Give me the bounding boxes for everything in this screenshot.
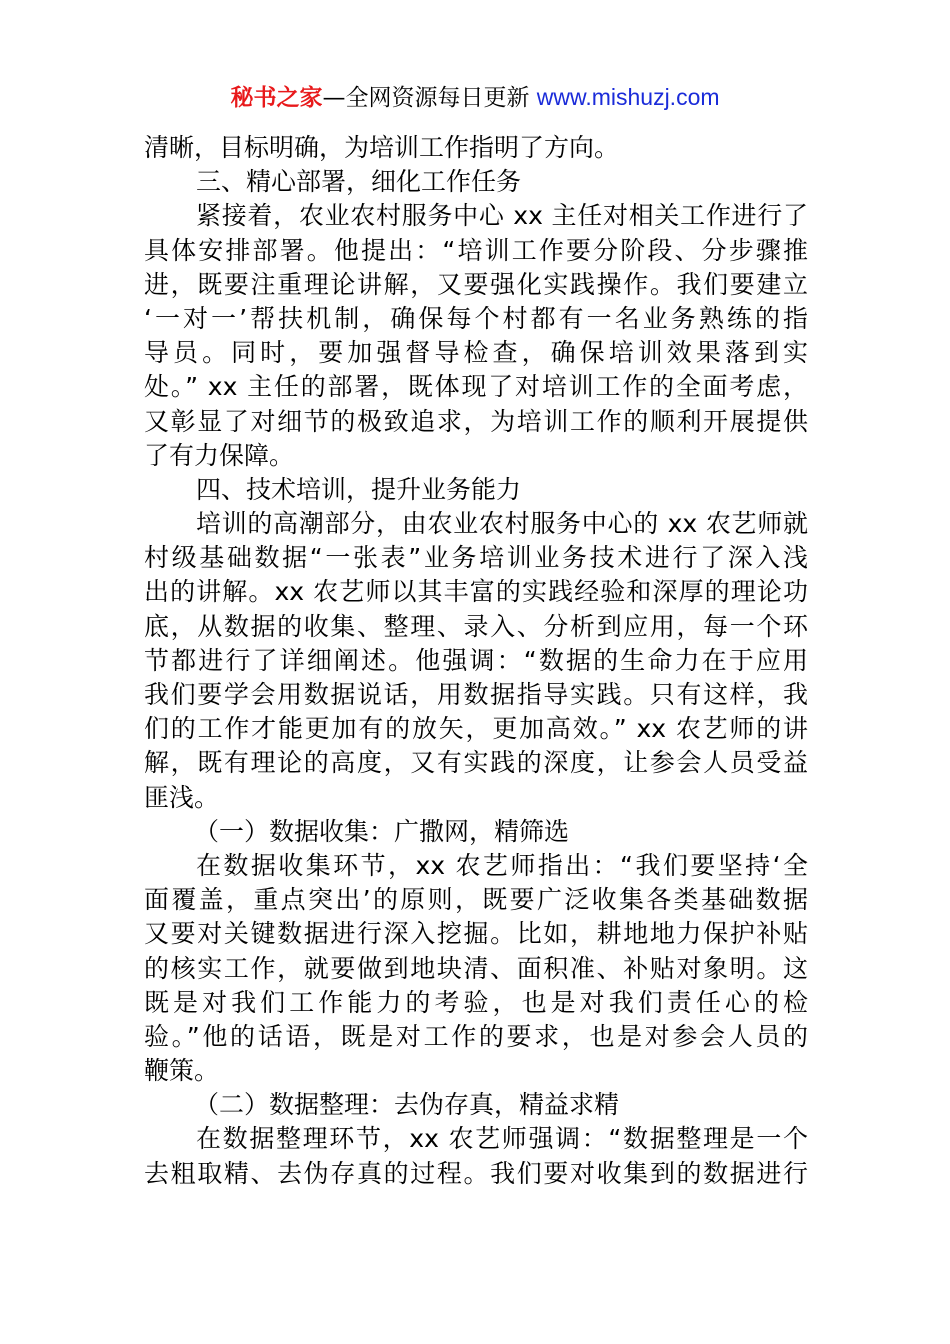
paragraph-line: 村级基础数据“一张表”业务培训业务技术进行了深入浅 [144, 543, 808, 573]
site-header [0, 82, 950, 113]
paragraph-line: 培训的高潮部分，由农业农村服务中心的 xx 农艺师就 [196, 509, 808, 539]
paragraph-line: 又要对关键数据进行深入挖掘。比如，耕地地力保护补贴 [144, 919, 808, 949]
subsection-heading: （一）数据收集：广撒网，精筛选 [194, 816, 570, 846]
paragraph-line: 面覆盖，重点突出’的原则，既要广泛收集各类基础数据 [144, 885, 808, 915]
site-url-link[interactable]: www.mishuzj.com [536, 84, 720, 110]
subsection-heading: （二）数据整理：去伪存真，精益求精 [194, 1090, 620, 1120]
paragraph-line: 进，既要注重理论讲解，又要强化实践操作。我们要建立 [144, 269, 808, 299]
paragraph-line: 鞭策。 [144, 1056, 220, 1086]
paragraph-line: 们的工作才能更加有的放矢，更加高效。” xx 农艺师的讲 [144, 714, 808, 744]
paragraph-line: 了有力保障。 [144, 440, 295, 470]
section-heading: 三、精心部署，细化工作任务 [196, 167, 522, 197]
paragraph-line: 去粗取精、去伪存真的过程。我们要对收集到的数据进行 [144, 1158, 808, 1188]
paragraph-line: 紧接着，农业农村服务中心 xx 主任对相关工作进行了 [196, 201, 808, 231]
paragraph-line: 出的讲解。xx 农艺师以其丰富的实践经验和深厚的理论功 [144, 577, 808, 607]
paragraph-line: 具体安排部署。他提出：“培训工作要分阶段、分步骤推 [144, 235, 808, 265]
paragraph-line: 在数据整理环节，xx 农艺师强调：“数据整理是一个 [196, 1124, 808, 1154]
paragraph-line: 在数据收集环节，xx 农艺师指出：“我们要坚持‘全 [196, 850, 808, 880]
site-brand: 秘书之家 [230, 85, 323, 111]
paragraph-line: 解，既有理论的高度，又有实践的深度，让参会人员受益 [144, 748, 808, 778]
paragraph-line: 既是对我们工作能力的考验，也是对我们责任心的检 [144, 987, 808, 1017]
paragraph-line: 导员。同时，要加强督导检查，确保培训效果落到实 [144, 338, 808, 368]
document-body [144, 131, 808, 1191]
paragraph-line: 节都进行了详细阐述。他强调：“数据的生命力在于应用 [144, 645, 808, 675]
site-tagline: —全网资源每日更新 [322, 85, 537, 111]
paragraph-line: 又彰显了对细节的极致追求，为培训工作的顺利开展提供 [144, 406, 808, 436]
paragraph-line: 我们要学会用数据说话，用数据指导实践。只有这样，我 [144, 680, 808, 709]
section-heading: 四、技术培训，提升业务能力 [196, 474, 522, 504]
paragraph-line: 的核实工作，就要做到地块清、面积准、补贴对象明。这 [144, 953, 808, 983]
paragraph-line: 清晰，目标明确，为培训工作指明了方向。 [144, 133, 620, 162]
paragraph-line: ‘一对一’帮扶机制，确保每个村都有一名业务熟练的指 [144, 303, 808, 333]
paragraph-line: 底，从数据的收集、整理、录入、分析到应用，每一个环 [144, 611, 808, 641]
paragraph-line: 处。” xx 主任的部署，既体现了对培训工作的全面考虑， [144, 372, 808, 402]
paragraph-line: 验。”他的话语，既是对工作的要求，也是对参会人员的 [144, 1021, 808, 1051]
paragraph-line: 匪浅。 [144, 782, 220, 812]
